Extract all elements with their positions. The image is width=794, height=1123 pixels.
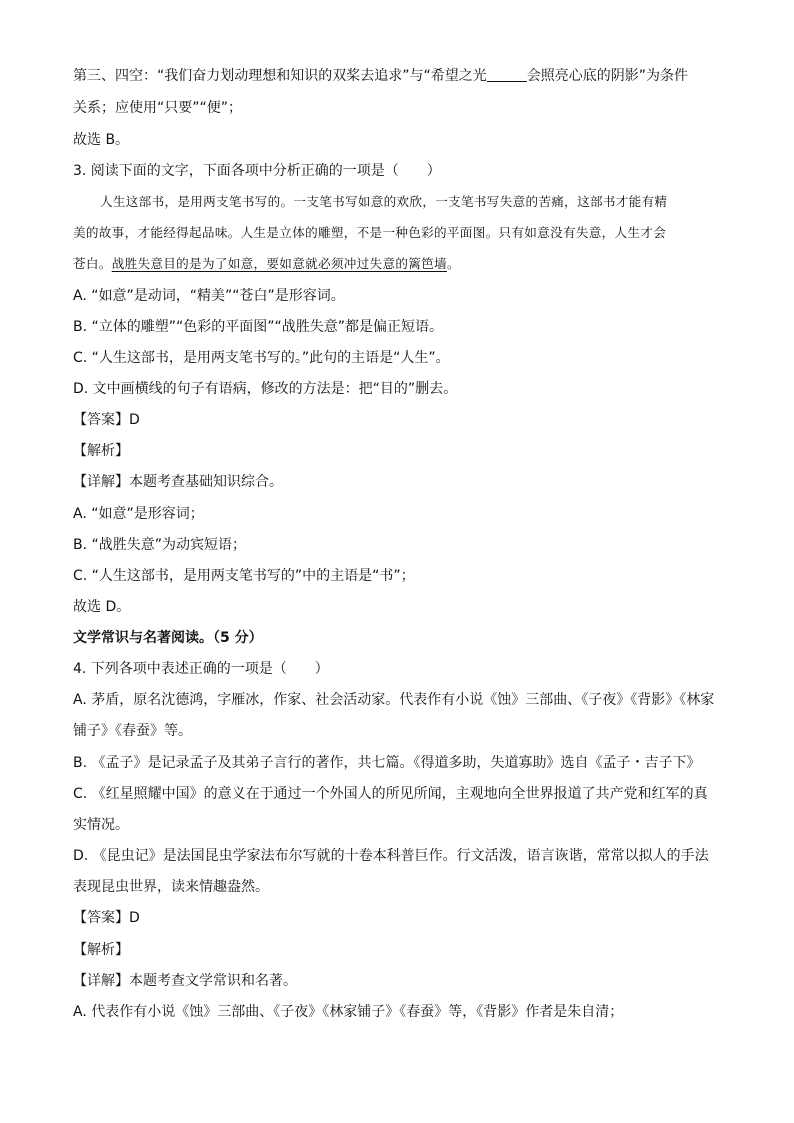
option-d: D. 文中画横线的句子有语病，修改的方法是：把“目的”删去。 bbox=[73, 381, 458, 397]
text-line bbox=[73, 66, 733, 86]
text-span: 。 bbox=[446, 256, 460, 271]
text-line: 关系；应使用“只要”“便”； bbox=[73, 100, 243, 116]
passage-line bbox=[73, 254, 733, 274]
option-d: D. 《昆虫记》是法国昆虫学家法布尔写就的十卷本科普巨作。行文活泼，语言诙谐，常常以拟人的手法 bbox=[73, 848, 709, 864]
text-line: 表现昆虫世界，读来情趣盎然。 bbox=[73, 879, 269, 895]
text-span: 会照亮心底的阴影”为条件 bbox=[526, 68, 689, 84]
option-b: B. 《孟子》是记录孟子及其弟子言行的著作，共七篇。《得道多助，失道寡助》选自《孟子・吉子下》 bbox=[73, 755, 701, 771]
text-line: A. “如意”是形容词； bbox=[73, 506, 204, 522]
question-4-stem: 4. 下列各项中表述正确的一项是（ ） bbox=[73, 661, 329, 677]
text-line: C. “人生这部书，是用两支笔书写的”中的主语是“书”； bbox=[73, 568, 415, 584]
analysis-label: 【解析】 bbox=[73, 942, 129, 958]
passage-line: 人生这部书，是用两支笔书写的。一支笔书写如意的欢欣，一支笔书写失意的苦痛，这部书才能有精 bbox=[100, 194, 668, 209]
question-3-stem: 3. 阅读下面的文字，下面各项中分析正确的一项是（ ） bbox=[73, 163, 441, 179]
fill-blank bbox=[487, 67, 527, 82]
answer-label: 【答案】D bbox=[73, 910, 140, 926]
passage-line: 美的故事，才能经得起品味。人生是立体的雕塑，不是一种色彩的平面图。只有如意没有失意，人生才会 bbox=[73, 225, 667, 240]
text-span: 苍白。 bbox=[73, 256, 112, 271]
underlined-sentence: 战胜失意目的是为了如意，要如意就必须冲过失意的篱笆墙 bbox=[111, 256, 447, 271]
text-line: B. “战胜失意”为动宾短语； bbox=[73, 537, 247, 553]
option-c: C. 《红星照耀中国》的意义在于通过一个外国人的所见所闻，主观地向全世界报道了共产党和红军的真 bbox=[73, 786, 708, 802]
option-b: B. “立体的雕塑”“色彩的平面图”“战胜失意”都是偏正短语。 bbox=[73, 319, 444, 335]
text-line: 实情况。 bbox=[73, 817, 129, 833]
option-c: C. “人生这部书，是用两支笔书写的。”此句的主语是“人生”。 bbox=[73, 350, 450, 366]
text-line: 铺子》《春蚕》等。 bbox=[73, 723, 192, 739]
text-line: A. 代表作有小说《蚀》三部曲、《子夜》《林家铺子》《春蚕》等，《背影》作者是朱自清； bbox=[73, 1004, 624, 1020]
option-a: A. 茅盾，原名沈德鸿，字雁冰，作家、社会活动家。代表作有小说《蚀》三部曲、《子夜》《背影》《林家 bbox=[73, 692, 715, 708]
section-heading: 文学常识与名著阅读。（5 分） bbox=[73, 630, 263, 646]
text-span: 第三、四空：“我们奋力划动理想和知识的双桨去追求”与“希望之光 bbox=[73, 68, 487, 84]
text-line: 故选 D。 bbox=[73, 599, 131, 615]
analysis-label: 【解析】 bbox=[73, 443, 129, 459]
text-line: 故选 B。 bbox=[73, 132, 130, 148]
answer-label: 【答案】D bbox=[73, 412, 140, 428]
detail-label: 【详解】本题考查文学常识和名著。 bbox=[73, 973, 297, 989]
option-a: A. “如意”是动词，“精美”“苍白”是形容词。 bbox=[73, 288, 345, 304]
detail-label: 【详解】本题考查基础知识综合。 bbox=[73, 474, 283, 490]
